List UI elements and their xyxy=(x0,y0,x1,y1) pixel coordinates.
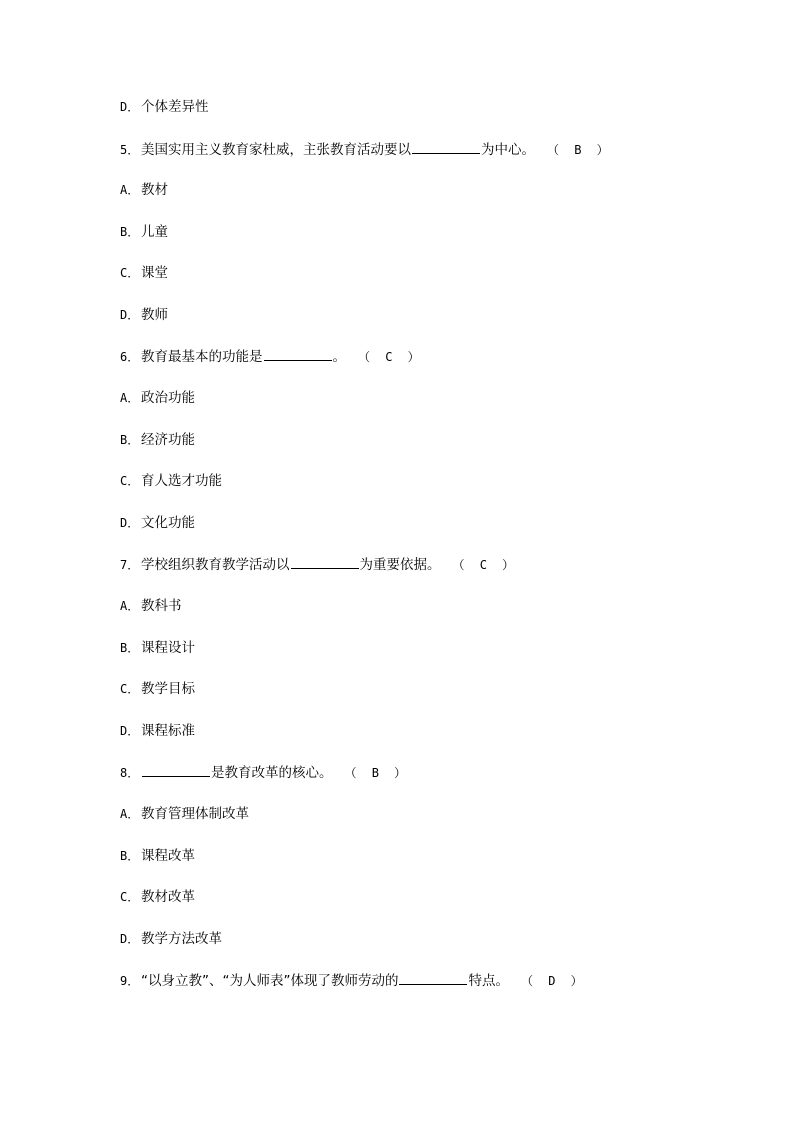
question-text-before: “以身立教”、“为人师表”体现了教师劳动的 xyxy=(141,973,399,989)
option-text: 教科书 xyxy=(141,598,182,614)
option-line xyxy=(120,596,182,616)
option-text: 教材 xyxy=(141,182,168,198)
option-text: 教学方法改革 xyxy=(141,931,222,947)
option-text: 课堂 xyxy=(141,265,168,281)
option-line xyxy=(120,97,209,117)
option-line xyxy=(120,721,195,741)
question-number: 7． xyxy=(120,558,140,572)
question-text-before: 美国实用主义教育家杜威，主张教育活动要以 xyxy=(141,142,411,158)
question-text-before: 学校组织教育教学活动以 xyxy=(141,557,290,573)
option-letter: C． xyxy=(120,474,140,488)
option-letter: B． xyxy=(120,641,140,655)
answer-key: （ C ） xyxy=(458,558,519,572)
option-text: 课程标准 xyxy=(141,723,195,739)
option-text: 儿童 xyxy=(141,224,168,240)
option-letter: C． xyxy=(120,890,140,904)
fill-in-blank xyxy=(399,970,467,985)
question-number: 5． xyxy=(120,143,140,157)
option-letter: D． xyxy=(120,308,140,322)
question-line xyxy=(120,554,518,574)
question-text-before: 教育最基本的功能是 xyxy=(141,349,263,365)
question-text-after: 为重要依据。 xyxy=(359,557,441,573)
option-line xyxy=(120,388,195,408)
question-line xyxy=(120,346,424,366)
answer-key: （ D ） xyxy=(526,974,587,988)
option-letter: D． xyxy=(120,516,140,530)
answer-key: （ B ） xyxy=(553,143,613,157)
question-number: 8． xyxy=(120,766,140,780)
option-letter: D． xyxy=(120,100,140,114)
question-line xyxy=(120,970,587,990)
option-line xyxy=(120,929,222,949)
option-text: 教育管理体制改革 xyxy=(141,806,249,822)
question-text-after: 特点。 xyxy=(468,973,509,989)
option-line xyxy=(120,430,195,450)
question-line xyxy=(120,762,410,782)
option-text: 经济功能 xyxy=(141,432,195,448)
fill-in-blank xyxy=(264,346,332,361)
option-letter: D． xyxy=(120,724,140,738)
question-line xyxy=(120,139,613,159)
option-line xyxy=(120,846,195,866)
answer-key: （ C ） xyxy=(364,350,424,364)
option-text: 课程设计 xyxy=(141,640,195,656)
option-line xyxy=(120,305,168,325)
option-line xyxy=(120,513,195,533)
option-letter: C． xyxy=(120,266,140,280)
option-letter: D． xyxy=(120,932,140,946)
option-line xyxy=(120,222,168,242)
option-line xyxy=(120,638,195,658)
option-text: 育人选才功能 xyxy=(141,473,222,489)
fill-in-blank xyxy=(291,554,359,569)
option-letter: A． xyxy=(120,391,140,405)
option-line xyxy=(120,263,168,283)
option-text: 文化功能 xyxy=(141,515,195,531)
option-text: 教材改革 xyxy=(141,889,195,905)
question-text-after: 。 xyxy=(332,349,346,365)
option-letter: A． xyxy=(120,183,140,197)
option-line xyxy=(120,180,168,200)
option-line xyxy=(120,679,195,699)
question-text-after: 为中心。 xyxy=(481,142,535,158)
question-number: 9． xyxy=(120,974,140,988)
option-line xyxy=(120,887,195,907)
option-text: 政治功能 xyxy=(141,390,195,406)
option-text: 课程改革 xyxy=(141,848,195,864)
option-letter: A． xyxy=(120,807,140,821)
option-line xyxy=(120,471,222,491)
answer-key: （ B ） xyxy=(350,766,411,780)
option-line xyxy=(120,804,249,824)
option-text: 教学目标 xyxy=(141,681,195,697)
option-letter: B． xyxy=(120,433,140,447)
question-text-after: 是教育改革的核心。 xyxy=(211,765,333,781)
option-letter: A． xyxy=(120,599,140,613)
option-letter: C． xyxy=(120,682,140,696)
option-letter: B． xyxy=(120,225,140,239)
fill-in-blank xyxy=(142,762,210,777)
option-letter: B． xyxy=(120,849,140,863)
question-number: 6． xyxy=(120,350,140,364)
option-text: 教师 xyxy=(141,307,168,323)
option-text: 个体差异性 xyxy=(141,99,209,115)
fill-in-blank xyxy=(412,139,480,154)
